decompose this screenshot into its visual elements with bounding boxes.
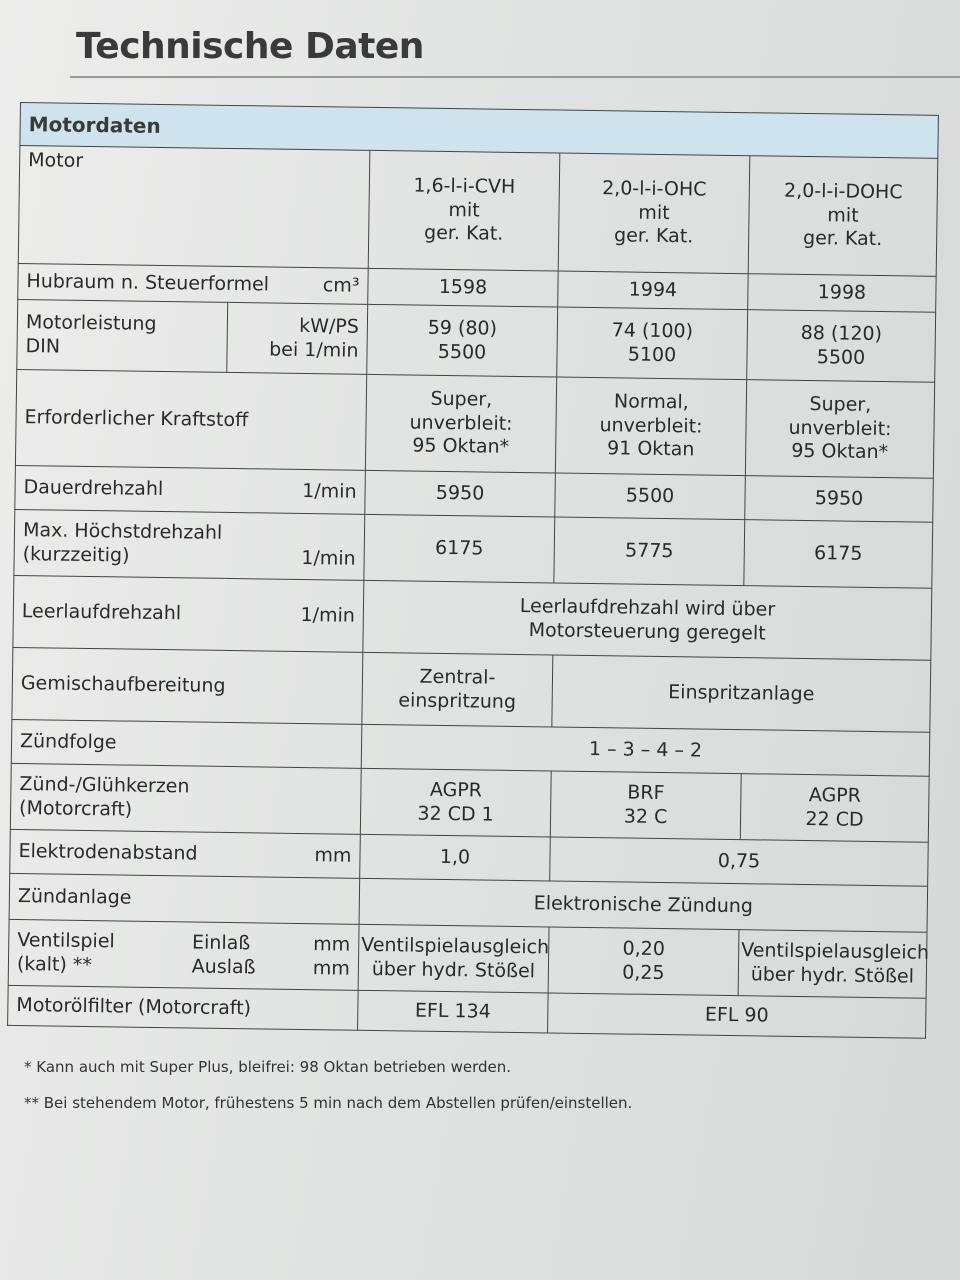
dauerdrehzahl-label: Dauerdrehzahl 1/min <box>15 465 366 514</box>
leistung-unit: kW/PS bei 1/min <box>227 302 368 374</box>
footnotes <box>24 1058 632 1130</box>
motor-label: Motor <box>18 146 370 269</box>
hoechstdrehzahl-value: 6175 <box>744 520 933 589</box>
kraftstoff-label: Erforderlicher Kraftstoff <box>15 369 366 470</box>
ventilspiel-label: Ventilspiel (kalt) ** Einlaß Auslaß mm mm <box>8 919 359 990</box>
kraftstoff-value: Super, unverbleit: 95 Oktan* <box>365 374 556 473</box>
hoechstdrehzahl-label: Max. Höchstdrehzahl (kurzzeitig) 1/min <box>14 509 365 580</box>
kraftstoff-value: Normal, unverbleit: 91 Oktan <box>555 377 746 476</box>
leistung-label: Motorleistung DIN <box>17 299 228 372</box>
zuendanlage-label: Zündanlage <box>9 873 360 924</box>
hoechstdrehzahl-value: 5775 <box>554 517 745 586</box>
kerzen-value: BRF 32 C <box>550 771 741 840</box>
leistung-value: 88 (120) 5500 <box>747 310 936 383</box>
section-title: Motordaten <box>20 103 939 159</box>
ventilspiel-value: Ventilspielausgleich über hydr. Stößel <box>738 930 927 999</box>
leistung-value: 74 (100) 5100 <box>557 307 748 380</box>
kerzen-value: AGPR 32 CD 1 <box>360 768 551 837</box>
leistung-value: 59 (80) 5500 <box>367 304 558 377</box>
footnote: * Kann auch mit Super Plus, bleifrei: 98 Oktan betrieben werden. <box>24 1058 512 1076</box>
hoechstdrehzahl-value: 6175 <box>364 514 555 583</box>
elektrodenabstand-value: 0,75 <box>550 837 929 886</box>
kerzen-label: Zünd-/Glühkerzen (Motorcraft) <box>10 763 361 834</box>
leerlauf-value: Leerlaufdrehzahl wird über Motorsteuerung geregelt <box>363 580 932 660</box>
engine-3: 2,0-l-i-DOHC mit ger. Kat. <box>748 156 938 277</box>
gemisch-value: Einspritzanlage <box>552 655 931 732</box>
page-title: Technische Daten <box>76 26 424 67</box>
kerzen-value: AGPR 22 CD <box>740 774 929 843</box>
gemisch-label: Gemischaufbereitung <box>12 647 363 724</box>
engine-1: 1,6-l-i-CVH mit ger. Kat. <box>368 150 560 271</box>
header-rule <box>70 76 960 78</box>
table-row <box>17 299 936 382</box>
leerlauf-label: Leerlaufdrehzahl 1/min <box>13 575 364 652</box>
zuendfolge-value: 1 – 3 – 4 – 2 <box>361 724 930 776</box>
hubraum-value: 1994 <box>558 271 748 310</box>
zuendfolge-label: Zündfolge <box>11 719 362 768</box>
elektrodenabstand-value: 1,0 <box>360 834 551 881</box>
table-row <box>18 146 938 277</box>
table-row <box>13 575 932 660</box>
hubraum-label: Hubraum n. Steuerformel cm³ <box>18 263 368 304</box>
dauerdrehzahl-value: 5500 <box>555 473 746 520</box>
zuendanlage-value: Elektronische Zündung <box>359 878 928 932</box>
motordaten-table <box>7 102 939 1039</box>
spec-table-wrap <box>7 102 938 1039</box>
table-row <box>15 369 934 478</box>
dauerdrehzahl-value: 5950 <box>365 470 556 517</box>
oelfilter-value: EFL 134 <box>358 990 549 1033</box>
footnote: ** Bei stehendem Motor, frühestens 5 min nach dem Abstellen prüfen/einstellen. <box>24 1094 633 1112</box>
ventilspiel-value: 0,20 0,25 <box>548 927 739 996</box>
kraftstoff-value: Super, unverbleit: 95 Oktan* <box>745 380 934 479</box>
engine-2: 2,0-l-i-OHC mit ger. Kat. <box>558 153 750 274</box>
hubraum-value: 1598 <box>368 268 558 307</box>
table-row <box>12 647 931 732</box>
oelfilter-value: EFL 90 <box>548 993 927 1038</box>
hubraum-value: 1998 <box>748 274 936 313</box>
gemisch-value: Zentral- einspritzung <box>362 652 553 727</box>
oelfilter-label: Motorölfilter (Motorcraft) <box>8 985 359 1030</box>
dauerdrehzahl-value: 5950 <box>745 476 934 523</box>
ventilspiel-value: Ventilspielausgleich über hydr. Stößel <box>358 924 549 993</box>
elektrodenabstand-label: Elektrodenabstand mm <box>10 829 361 878</box>
